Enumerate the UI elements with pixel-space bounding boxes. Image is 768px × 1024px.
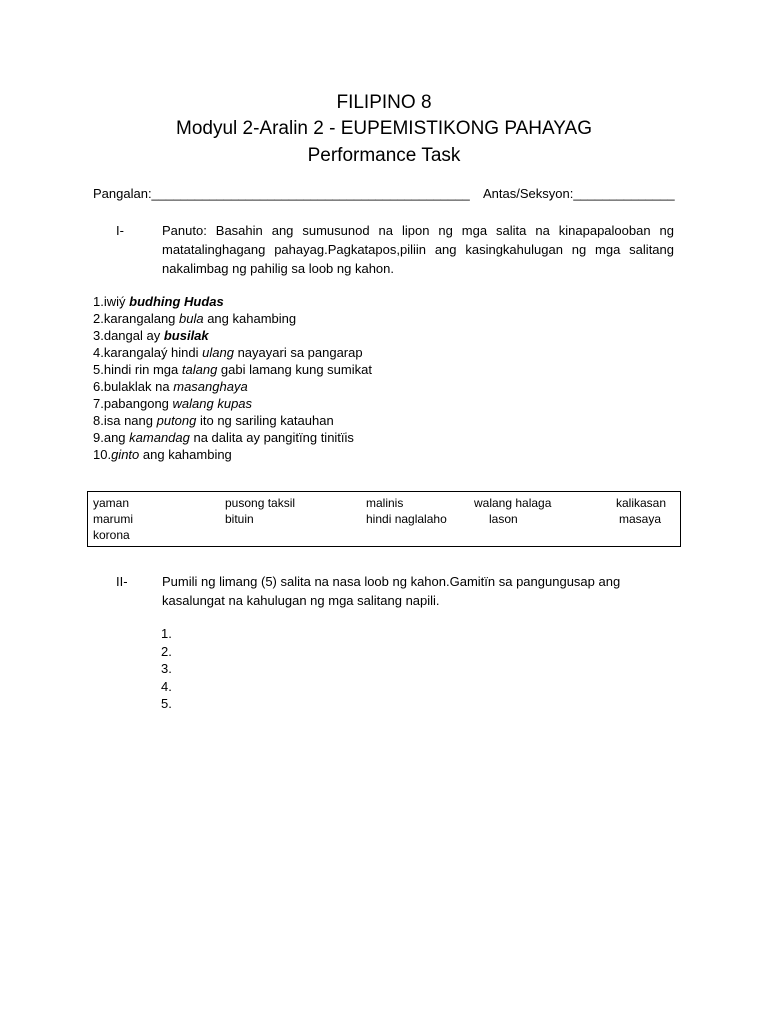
answer-line: 5. [161, 696, 172, 711]
item-list [93, 293, 372, 463]
section-1-number: I- [116, 223, 124, 238]
module-title: Modyul 2-Aralin 2 - EUPEMISTIKONG PAHAYAG [176, 118, 592, 139]
word-box-item: hindi naglalaho [366, 512, 447, 526]
section-1-instruction [116, 221, 674, 281]
word-box-item: lason [489, 512, 518, 526]
answer-line: 4. [161, 678, 172, 694]
name-field-label: Pangalan:____________________________________________ [93, 186, 470, 201]
list-item: 9.ang kamandag na dalita ay pangitïng tinitïis [93, 430, 354, 445]
list-item: 10.ginto ang kahambing [93, 447, 232, 462]
list-item: 4.karangalaý hindi ulang nayayari sa pangarap [93, 345, 363, 360]
section-field-label: Antas/Seksyon:______________ [483, 186, 675, 201]
list-item: 5.hindi rin mga talang gabi lamang kung sumikat [93, 362, 372, 377]
answer-line: 3. [161, 661, 172, 676]
list-item: 2.karangalang bula ang kahambing [93, 311, 297, 326]
list-item: 6.bulaklak na masanghaya [93, 379, 248, 394]
word-box-item: bituin [225, 512, 254, 526]
list-item: 7.pabangong walang kupas [93, 396, 253, 411]
word-box-item: pusong taksil [225, 496, 296, 510]
list-item: 1.iwiý budhing Hudas [93, 294, 224, 309]
list-item: 3.dangal ay busilak [93, 328, 209, 343]
word-box-item: malinis [366, 496, 404, 510]
answer-line: 2. [161, 643, 172, 659]
section-2-number: II- [116, 574, 128, 589]
answer-list [161, 625, 172, 713]
section-2-instruction [116, 572, 674, 612]
word-box-item: korona [93, 528, 130, 542]
document-title: FILIPINO 8 [336, 92, 432, 113]
word-box-item: kalikasan [616, 496, 667, 510]
word-box-item: masaya [619, 512, 662, 526]
word-box-item: yaman [93, 496, 130, 510]
task-title: Performance Task [307, 145, 461, 166]
answer-line: 1. [161, 626, 172, 641]
word-box-item: marumi [93, 512, 134, 526]
list-item: 8.isa nang putong ito ng sariling katauhan [93, 413, 334, 428]
word-box [87, 491, 681, 547]
word-box-item: walang halaga [474, 496, 552, 510]
section-1-text: Panuto: Basahin ang sumusunod na lipon ng mga salita na kinapapalooban ng matatalinghagang pahayag.Pagkatapos,piliin ang kasingkahulugan ng mga salitang nakalimbag ng pahilig sa loob ng kahon. [162, 223, 674, 276]
section-2-text: Pumili ng limang (5) salita na nasa loob ng kahon.Gamitïn sa pangungusap ang kasalungat na kahulugan ng mga salitang napili. [162, 574, 621, 608]
